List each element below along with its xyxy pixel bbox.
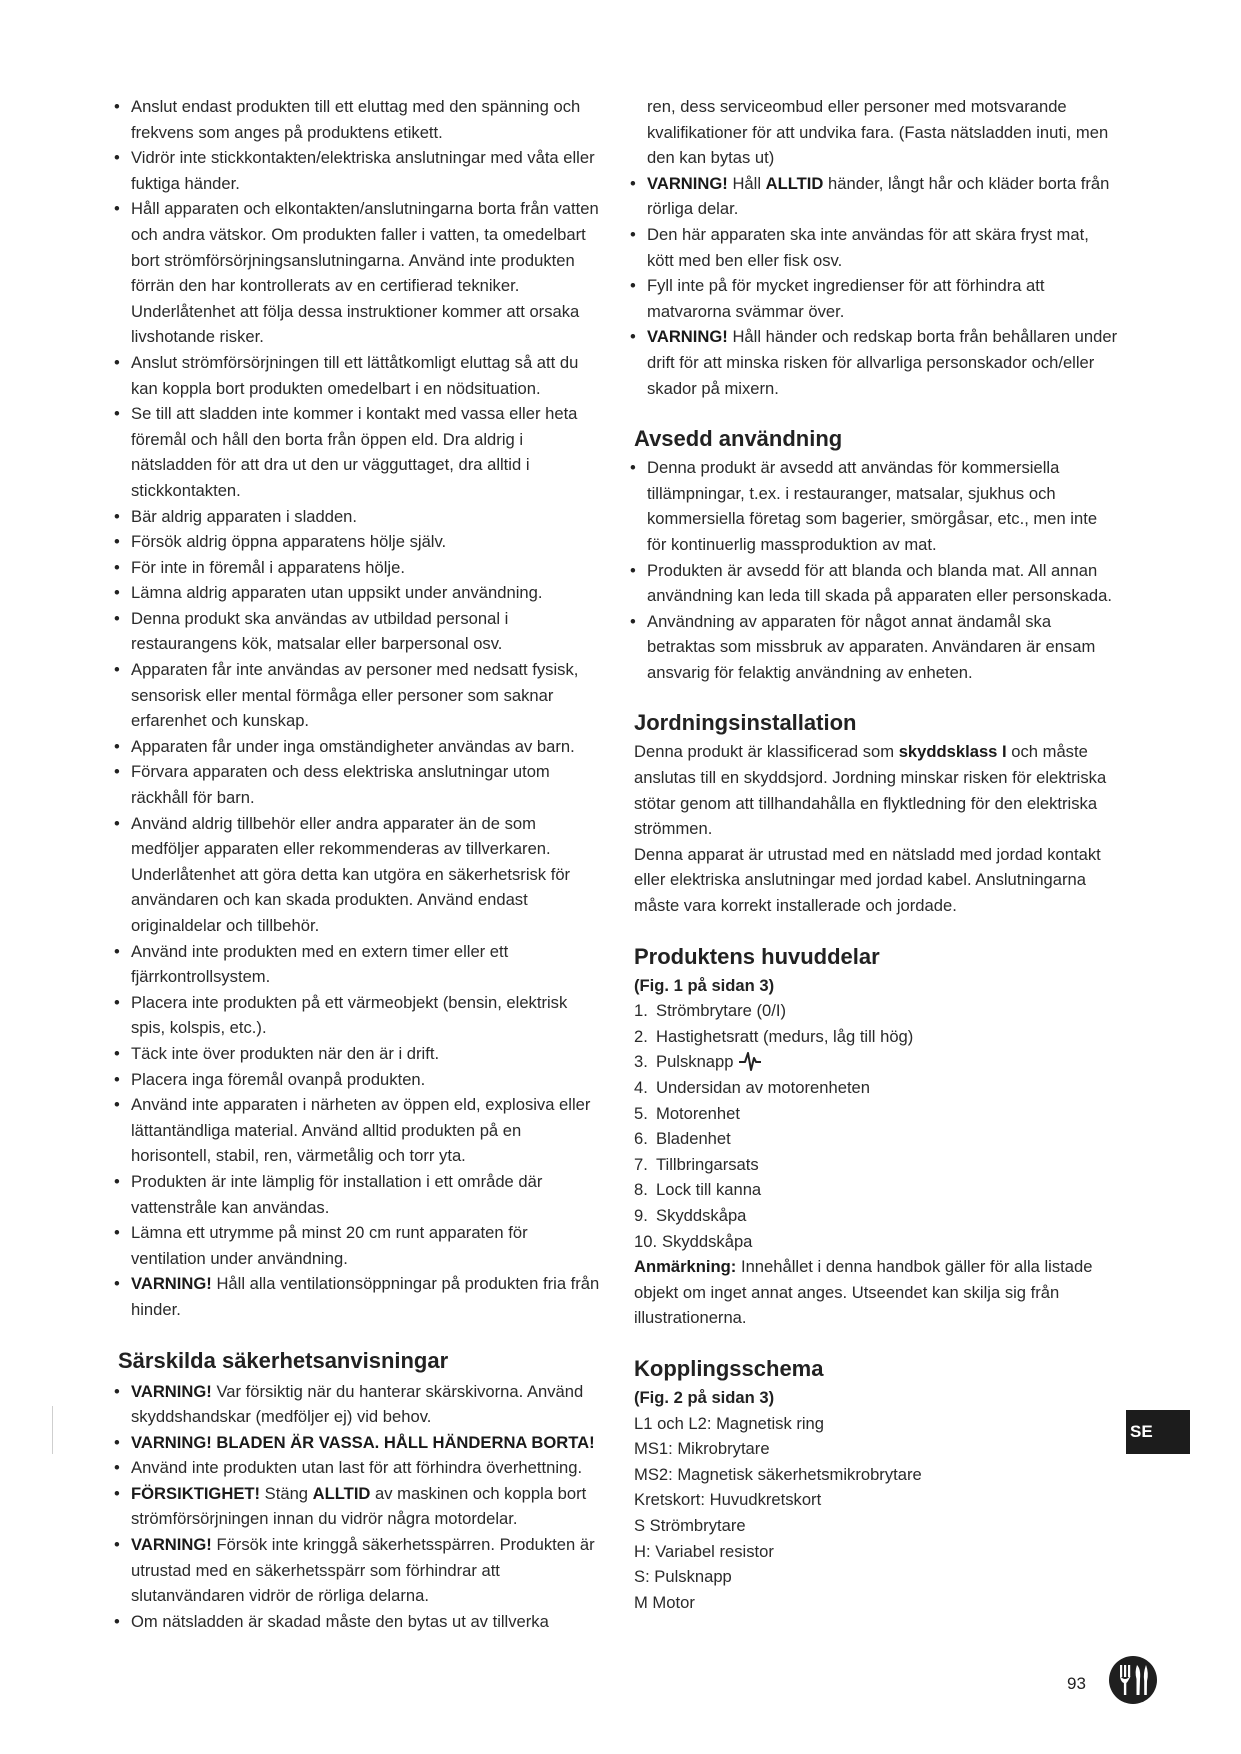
list-item [118,1092,600,1169]
warning-label: VARNING! [131,1535,212,1555]
figure-reference: (Fig. 1 på sidan 3) [634,975,775,995]
wiring-line: M Motor [634,1592,695,1612]
list-item [118,939,600,990]
figure-reference: (Fig. 2 på sidan 3) [634,1387,775,1407]
bullet-text: Fyll inte på för mycket ingredienser för att förhindra att matvarorna svämmar över. [647,276,1045,321]
list-item [118,350,600,401]
item-label: Skyddskåpa [656,1205,747,1225]
list-item [634,1177,1120,1203]
list-item [634,455,1120,557]
item-label: Tillbringarsats [656,1154,759,1174]
list-item [118,759,600,810]
safety-list [118,94,600,1323]
bullet-text: Förvara apparaten och dess elektriska anslutningar utom räckhåll för barn. [131,762,550,808]
list-item [118,1169,600,1220]
list-item [634,273,1120,324]
wiring-line: Kretskort: Huvudkretskort [634,1490,822,1510]
parts-list [634,998,1120,1254]
emphasis: ALLTID [312,1483,371,1503]
grounding-paragraph: Denna apparat är utrustad med en nätsladd med jordad kontakt eller elektriska anslutningar med jordad kabel. Anslutningarna måste vara korrekt installerade och jordade. [634,844,1101,916]
warning-item [118,1481,600,1532]
list-item [118,401,600,503]
item-number: 6. [634,1129,648,1149]
list-item [634,558,1120,609]
item-label: Undersidan av motorenheten [656,1078,871,1097]
bullet-text: Håll apparaten och elkontakten/anslutningarna borta från vatten och andra vätskor. Om produkten faller i vatten, ta omedelbart bort strömförsörjningsanslutningarna. Använd inte produkten förrän den har kontrollerats av en certifierad tekniker. Underlåtenhet att följa dessa instruktioner kommer att orsaka livshotande risker. [131,199,599,347]
item-number: 3. [634,1052,648,1072]
warning-text: Håll händer och redskap borta från behållaren under drift för att minska risken för allvarliga personskador och/eller skador på mixern. [647,327,1118,398]
bullet-text: Lämna ett utrymme på minst 20 cm runt apparaten för ventilation under användning. [131,1223,528,1268]
page-number: 93 [1067,1674,1086,1693]
item-label: Lock till kanna [656,1180,762,1200]
wiring-diagram-heading: Kopplingsschema [634,1355,824,1381]
margin-line [52,1406,53,1454]
note [634,1254,1120,1331]
list-item [118,1220,600,1271]
list-item [118,196,600,350]
list-item [634,1152,1120,1178]
list-item [634,1203,1120,1229]
list-item [118,145,600,196]
continued-text: ren, dess serviceombud eller personer med motsvarande kvalifikationer för att undvika fara. (Fasta nätsladden inuti, men den kan bytas ut) [647,97,1109,168]
list-item [118,94,600,145]
cutlery-logo-icon [1108,1655,1158,1705]
item-label: Bladenhet [656,1129,731,1149]
list-item [118,555,600,581]
list-item [118,529,600,555]
bullet-text: Täck inte över produkten när den är i drift. [131,1043,440,1063]
warning-item [634,324,1120,401]
list-item [634,222,1120,273]
main-parts-heading: Produktens huvuddelar [634,943,880,969]
list-item [118,504,600,530]
bullet-text: Använd inte produkten utan last för att förhindra överhettning. [131,1458,583,1478]
bullet-text: Produkten är avsedd för att blanda och blanda mat. All annan användning kan leda till skada på apparaten eller personskada. [647,560,1112,606]
note-label: Anmärkning: [634,1257,737,1277]
bullet-text: Om nätsladden är skadad måste den bytas ut av tillverka [131,1611,549,1631]
wiring-line: MS2: Magnetisk säkerhetsmikrobrytare [634,1464,922,1484]
warning-item [118,1379,600,1430]
warning-label: FÖRSIKTIGHET! [131,1483,261,1503]
list-item [118,606,600,657]
paragraph-text: och måste anslutas till en skyddsjord. Jordning minskar risken för elektriska stötar genom att tillhandahålla en flyktledning för den elektriska strömmen. [634,742,1107,839]
right-column [634,94,1120,1615]
warning-item [118,1532,600,1609]
wiring-line: MS1: Mikrobrytare [634,1439,770,1459]
list-item [118,1609,600,1635]
wiring-line: H: Variabel resistor [634,1541,774,1561]
bullet-text: Försök aldrig öppna apparatens hölje själv. [131,532,447,552]
pulse-icon [738,1050,762,1072]
warning-text: Försök inte kringgå säkerhetsspärren. Produkten är utrustad med en säkerhetsspärr som förhindrar att slutanvändaren vidrör de rörliga delarna. [131,1535,595,1606]
bullet-text: Se till att sladden inte kommer i kontakt med vassa eller heta föremål och håll den borta från öppen eld. Dra aldrig i nätsladden för att dra ut den ur vägguttaget, dra alltid i stickkontakten. [131,404,578,500]
bullet-text: Apparaten får under inga omständigheter användas av barn. [131,736,575,756]
list-item [634,609,1120,686]
bullet-text: Apparaten får inte användas av personer med nedsatt fysisk, sensorisk eller mental förmåga eller personer som saknar erfarenhet och kunskap. [131,660,579,731]
bullet-text: Vidrör inte stickkontakten/elektriska anslutningar med våta eller fuktiga händer. [131,148,595,193]
bullet-text: Anslut endast produkten till ett eluttag med den spänning och frekvens som anges på produktens etikett. [131,97,581,142]
item-number: 1. [634,1001,648,1021]
item-number: 7. [634,1154,648,1174]
item-number: 4. [634,1078,648,1097]
special-safety-heading: Särskilda säkerhetsanvisningar [118,1347,449,1373]
emphasis: skyddsklass I [898,742,1007,762]
item-number: 10. [634,1231,658,1251]
warning-text: Håll alla ventilationsöppningar på produkten fria från hinder. [131,1274,600,1319]
warning-text: Håll [727,173,766,193]
paragraph-text: Denna produkt är klassificerad som [634,742,899,762]
bullet-text: Användning av apparaten för något annat ändamål ska betraktas som missbruk av apparaten. Användaren är ensam ansvarig för felaktig användning av enheten. [647,611,1096,682]
special-safety-list [118,1379,600,1635]
continued-list [634,171,1120,401]
item-number: 8. [634,1180,648,1200]
language-tab: SE [1126,1410,1190,1454]
list-item [634,1075,1120,1101]
warning-label: VARNING! [131,1381,212,1401]
bullet-text: Denna produkt är avsedd att användas för kommersiella tillämpningar, t.ex. i restauranger, matsalar, sjukhus och kommersiella företag som bagerier, smörgåsar, etc., men inte för kontinuerlig massproduktion av mat. [647,458,1098,554]
item-label: Motorenhet [656,1103,740,1123]
intended-use-heading: Avsedd användning [634,426,843,452]
bullet-text: Anslut strömförsörjningen till ett lättåtkomligt eluttag så att du kan koppla bort produkten omedelbart i en nödsituation. [131,352,579,398]
wiring-line: S Strömbrytare [634,1515,746,1535]
bullet-text: För inte in föremål i apparatens hölje. [131,557,405,577]
list-item [634,1126,1120,1152]
grounding-paragraph [634,739,1120,841]
bullet-text: Bär aldrig apparaten i sladden. [131,506,358,526]
warning-text: Stäng [260,1483,313,1503]
warning-text: händer, långt hår och kläder borta från rörliga delar. [647,173,1110,219]
list-item [634,1049,1120,1075]
list-item [118,1455,600,1481]
bullet-text: Lämna aldrig apparaten utan uppsikt under användning. [131,583,543,603]
bullet-text: Denna produkt ska användas av utbildad personal i restaurangens kök, matsalar eller barpersonal osv. [131,608,509,654]
item-number: 9. [634,1205,648,1225]
left-column [118,94,600,1634]
bullet-text: Använd aldrig tillbehör eller andra apparater än de som medföljer apparaten eller rekommenderas av tillverkaren. Underlåtenhet att göra detta kan utgöra en säkerhetsrisk för användaren och kan skada produkten. Använd endast originaldelar och tillbehör. [131,813,571,935]
list-item [118,811,600,939]
list-item [634,1024,1120,1050]
warning-label: VARNING! [647,173,728,193]
warning-item [634,171,1120,222]
list-item [634,998,1120,1024]
bullet-text: Använd inte apparaten i närheten av öppen eld, explosiva eller lättantändliga material. Använd alltid produkten på en horisontell, stabil, ren, värmetålig och torr yta. [131,1095,591,1166]
warning-text: Var försiktig när du hanterar skärskivorna. Använd skyddshandskar (medföljer ej) vid behov. [131,1381,584,1427]
bullet-text: Den här apparaten ska inte användas för att skära fryst mat, kött med ben eller fisk osv. [647,224,1089,270]
emphasis: ALLTID [765,173,824,193]
list-item [634,1229,1120,1255]
warning-item [118,1271,600,1322]
grounding-heading: Jordningsinstallation [634,710,857,736]
item-number: 2. [634,1026,648,1046]
wiring-line: S: Pulsknapp [634,1567,732,1587]
warning-label: VARNING! [647,327,728,347]
warning-text: VARNING! BLADEN ÄR VASSA. HÅLL HÄNDERNA BORTA! [131,1432,595,1452]
list-item [118,990,600,1041]
warning-text: av maskinen och koppla bort strömförsörjningen innan du vidrör några motordelar. [131,1483,587,1529]
item-label: Pulsknapp [656,1052,734,1072]
list-item [118,734,600,760]
item-label: Skyddskåpa [662,1231,753,1251]
item-label: Strömbrytare (0/I) [656,1001,787,1021]
intended-use-list [634,455,1120,685]
list-item [118,657,600,734]
list-item [634,1101,1120,1127]
note-text: Innehållet i denna handbok gäller för alla listade objekt om inget annat anges. Utseendet kan skilja sig från illustrationerna. [634,1257,1093,1328]
bullet-text: Produkten är inte lämplig för installation i ett område där vattenstråle kan användas. [131,1171,543,1217]
warning-item [118,1430,600,1456]
list-item [118,1041,600,1067]
warning-label: VARNING! [131,1274,212,1294]
bullet-text: Använd inte produkten med en extern timer eller ett fjärrkontrollsystem. [131,941,509,987]
list-item [118,1067,600,1093]
bullet-text: Placera inga föremål ovanpå produkten. [131,1069,426,1089]
wiring-line: L1 och L2: Magnetisk ring [634,1413,825,1433]
bullet-text: Placera inte produkten på ett värmeobjekt (bensin, elektrisk spis, kolspis, etc.). [131,992,568,1038]
item-number: 5. [634,1103,648,1123]
list-item [118,580,600,606]
item-label: Hastighetsratt (medurs, låg till hög) [656,1026,914,1046]
